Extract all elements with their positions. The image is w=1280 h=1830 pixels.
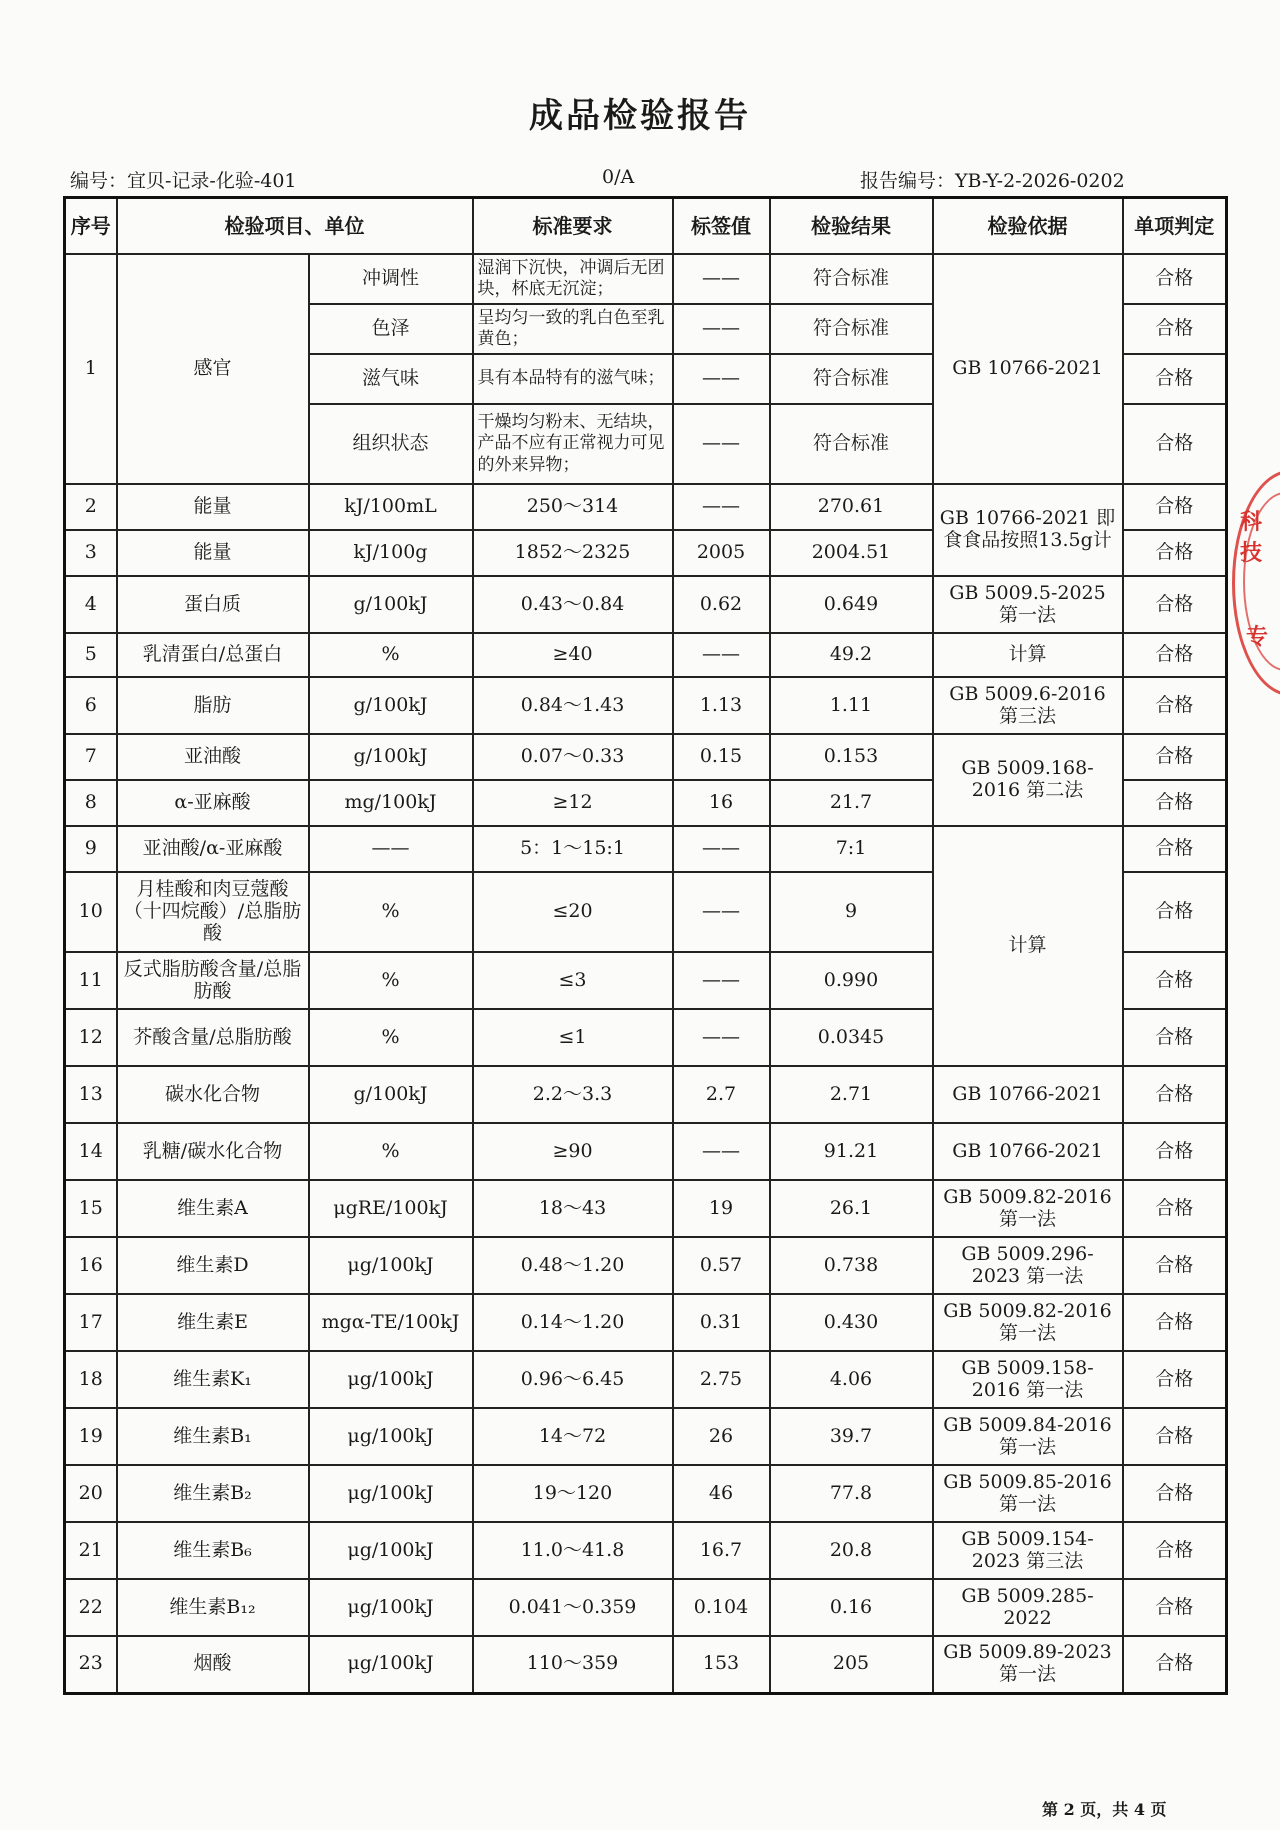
row-verdict: 合格 <box>1123 404 1227 484</box>
table-row <box>65 254 1227 304</box>
row-verdict: 合格 <box>1123 1636 1227 1693</box>
row-no: 23 <box>65 1636 117 1693</box>
row-no: 10 <box>65 872 117 952</box>
row-item: 亚油酸 <box>117 734 309 780</box>
row-verdict: 合格 <box>1123 1009 1227 1066</box>
row-label: —— <box>673 354 770 404</box>
row-result: 0.16 <box>770 1579 933 1636</box>
row-unit: % <box>309 952 473 1009</box>
row-item: α-亚麻酸 <box>117 780 309 826</box>
row-no: 17 <box>65 1294 117 1351</box>
row-item: 能量 <box>117 484 309 530</box>
table-row <box>65 1408 1227 1465</box>
table-row <box>65 826 1227 872</box>
row-label: 26 <box>673 1408 770 1465</box>
row-unit: kJ/100g <box>309 530 473 576</box>
row-requirement: 0.14～1.20 <box>473 1294 673 1351</box>
row-requirement: 5：1～15:1 <box>473 826 673 872</box>
row-basis: GB 5009.158-2016 第一法 <box>933 1351 1123 1408</box>
col-item: 检验项目、单位 <box>117 198 473 255</box>
row-no: 6 <box>65 677 117 734</box>
row-requirement: 0.48～1.20 <box>473 1237 673 1294</box>
row-item: 亚油酸/α-亚麻酸 <box>117 826 309 872</box>
row-sub-item: 组织状态 <box>309 404 473 484</box>
row-requirement: 呈均匀一致的乳白色至乳黄色； <box>473 304 673 354</box>
row-item: 反式脂肪酸含量/总脂肪酸 <box>117 952 309 1009</box>
row-item: 维生素K₁ <box>117 1351 309 1408</box>
row-verdict: 合格 <box>1123 1237 1227 1294</box>
row-requirement: 19～120 <box>473 1465 673 1522</box>
row-result: 2004.51 <box>770 530 933 576</box>
row-no: 20 <box>65 1465 117 1522</box>
revision: 0/A <box>602 166 635 188</box>
inspection-table <box>63 196 1228 1695</box>
row-result: 符合标准 <box>770 304 933 354</box>
row-no: 7 <box>65 734 117 780</box>
row-verdict: 合格 <box>1123 734 1227 780</box>
row-item: 乳糖/碳水化合物 <box>117 1123 309 1180</box>
row-no: 5 <box>65 633 117 677</box>
row-basis: GB 5009.82-2016 第一法 <box>933 1180 1123 1237</box>
row-result: 39.7 <box>770 1408 933 1465</box>
row-requirement: ≤20 <box>473 872 673 952</box>
stamp-text-top: 科技 <box>1240 510 1263 566</box>
row-label: 0.62 <box>673 576 770 633</box>
row-verdict: 合格 <box>1123 952 1227 1009</box>
row-verdict: 合格 <box>1123 1522 1227 1579</box>
row-unit: g/100kJ <box>309 1066 473 1123</box>
row-verdict: 合格 <box>1123 1066 1227 1123</box>
row-no: 3 <box>65 530 117 576</box>
row-item: 维生素B₁ <box>117 1408 309 1465</box>
table-row <box>65 1579 1227 1636</box>
row-verdict: 合格 <box>1123 780 1227 826</box>
row-label: 2005 <box>673 530 770 576</box>
col-requirement: 标准要求 <box>473 198 673 255</box>
row-result: 4.06 <box>770 1351 933 1408</box>
row-label: —— <box>673 254 770 304</box>
row-result: 符合标准 <box>770 354 933 404</box>
row-no: 8 <box>65 780 117 826</box>
row-label: 16.7 <box>673 1522 770 1579</box>
row-requirement: 2.2～3.3 <box>473 1066 673 1123</box>
table-row <box>65 1465 1227 1522</box>
row-unit: mg/100kJ <box>309 780 473 826</box>
table-row <box>65 734 1227 780</box>
page-title: 成品检验报告 <box>529 96 751 136</box>
table-header <box>65 198 1227 255</box>
row-verdict: 合格 <box>1123 1180 1227 1237</box>
row-basis: GB 5009.285-2022 <box>933 1579 1123 1636</box>
row-unit: μg/100kJ <box>309 1522 473 1579</box>
row-label: 2.75 <box>673 1351 770 1408</box>
row-requirement: 湿润下沉快，冲调后无团块，杯底无沉淀； <box>473 254 673 304</box>
row-verdict: 合格 <box>1123 254 1227 304</box>
row-no: 21 <box>65 1522 117 1579</box>
row-verdict: 合格 <box>1123 304 1227 354</box>
report-number: 报告编号：YB-Y-2-2026-0202 <box>860 170 1125 192</box>
row-label: 153 <box>673 1636 770 1693</box>
row-requirement: 0.07～0.33 <box>473 734 673 780</box>
table-row <box>65 1180 1227 1237</box>
row-label: —— <box>673 404 770 484</box>
row-basis: GB 5009.168-2016 第二法 <box>933 734 1123 826</box>
row-basis: GB 5009.82-2016 第一法 <box>933 1294 1123 1351</box>
row-verdict: 合格 <box>1123 1294 1227 1351</box>
row-verdict: 合格 <box>1123 677 1227 734</box>
row-requirement: 110～359 <box>473 1636 673 1693</box>
row-requirement: ≥40 <box>473 633 673 677</box>
row-basis: GB 5009.84-2016 第一法 <box>933 1408 1123 1465</box>
row-basis: 计算 <box>933 633 1123 677</box>
row-basis: GB 5009.296-2023 第一法 <box>933 1237 1123 1294</box>
row-sub-item: 色泽 <box>309 304 473 354</box>
table-row <box>65 1636 1227 1693</box>
row-no: 19 <box>65 1408 117 1465</box>
row-label: —— <box>673 952 770 1009</box>
row-unit: % <box>309 1123 473 1180</box>
row-result: 0.738 <box>770 1237 933 1294</box>
row-requirement: ≥90 <box>473 1123 673 1180</box>
row-result: 1.11 <box>770 677 933 734</box>
row-item: 芥酸含量/总脂肪酸 <box>117 1009 309 1066</box>
row-result: 0.153 <box>770 734 933 780</box>
row-label: 0.31 <box>673 1294 770 1351</box>
row-item: 乳清蛋白/总蛋白 <box>117 633 309 677</box>
col-verdict: 单项判定 <box>1123 198 1227 255</box>
row-requirement: 1852～2325 <box>473 530 673 576</box>
row-requirement: 0.84～1.43 <box>473 677 673 734</box>
row-unit: μg/100kJ <box>309 1408 473 1465</box>
row-unit: mgα-TE/100kJ <box>309 1294 473 1351</box>
row-verdict: 合格 <box>1123 354 1227 404</box>
col-result: 检验结果 <box>770 198 933 255</box>
row-sub-item: 冲调性 <box>309 254 473 304</box>
row-result: 符合标准 <box>770 404 933 484</box>
row-no: 4 <box>65 576 117 633</box>
row-basis: GB 5009.154-2023 第三法 <box>933 1522 1123 1579</box>
row-no: 13 <box>65 1066 117 1123</box>
row-item: 感官 <box>117 254 309 484</box>
row-result: 0.990 <box>770 952 933 1009</box>
row-item: 维生素A <box>117 1180 309 1237</box>
row-result: 7:1 <box>770 826 933 872</box>
row-verdict: 合格 <box>1123 484 1227 530</box>
row-item: 烟酸 <box>117 1636 309 1693</box>
row-verdict: 合格 <box>1123 576 1227 633</box>
row-unit: g/100kJ <box>309 576 473 633</box>
row-requirement: ≤1 <box>473 1009 673 1066</box>
row-unit: μg/100kJ <box>309 1465 473 1522</box>
row-requirement: ≤3 <box>473 952 673 1009</box>
row-verdict: 合格 <box>1123 1465 1227 1522</box>
row-requirement: 250～314 <box>473 484 673 530</box>
table-row <box>65 1294 1227 1351</box>
row-no: 1 <box>65 254 117 484</box>
row-label: —— <box>673 1123 770 1180</box>
row-basis: GB 10766-2021 <box>933 1123 1123 1180</box>
row-basis: GB 10766-2021 即食食品按照13.5g计 <box>933 484 1123 576</box>
row-label: —— <box>673 633 770 677</box>
table-row <box>65 484 1227 530</box>
row-result: 21.7 <box>770 780 933 826</box>
table-row <box>65 1237 1227 1294</box>
row-unit: g/100kJ <box>309 677 473 734</box>
row-no: 9 <box>65 826 117 872</box>
row-label: 2.7 <box>673 1066 770 1123</box>
row-unit: μg/100kJ <box>309 1636 473 1693</box>
row-basis: GB 5009.89-2023 第一法 <box>933 1636 1123 1693</box>
row-result: 26.1 <box>770 1180 933 1237</box>
col-no: 序号 <box>65 198 117 255</box>
row-verdict: 合格 <box>1123 1351 1227 1408</box>
row-verdict: 合格 <box>1123 1123 1227 1180</box>
row-item: 维生素E <box>117 1294 309 1351</box>
row-result: 0.649 <box>770 576 933 633</box>
row-label: 0.104 <box>673 1579 770 1636</box>
row-label: 19 <box>673 1180 770 1237</box>
row-label: 46 <box>673 1465 770 1522</box>
stamp-text-bottom: 专 <box>1246 625 1269 650</box>
table-row <box>65 1522 1227 1579</box>
row-verdict: 合格 <box>1123 530 1227 576</box>
row-item: 维生素D <box>117 1237 309 1294</box>
row-unit: —— <box>309 826 473 872</box>
table-row <box>65 1123 1227 1180</box>
row-basis: GB 10766-2021 <box>933 1066 1123 1123</box>
row-result: 0.0345 <box>770 1009 933 1066</box>
table-row <box>65 677 1227 734</box>
table-row <box>65 1066 1227 1123</box>
row-verdict: 合格 <box>1123 633 1227 677</box>
row-item: 维生素B₆ <box>117 1522 309 1579</box>
row-no: 12 <box>65 1009 117 1066</box>
row-label: —— <box>673 872 770 952</box>
row-result: 77.8 <box>770 1465 933 1522</box>
row-result: 91.21 <box>770 1123 933 1180</box>
row-no: 15 <box>65 1180 117 1237</box>
row-result: 0.430 <box>770 1294 933 1351</box>
row-unit: % <box>309 633 473 677</box>
row-result: 205 <box>770 1636 933 1693</box>
row-label: —— <box>673 304 770 354</box>
table-row <box>65 633 1227 677</box>
row-item: 蛋白质 <box>117 576 309 633</box>
row-item: 能量 <box>117 530 309 576</box>
page-footer: 第 2 页，共 4 页 <box>1042 1800 1167 1819</box>
row-requirement: 干燥均匀粉末、无结块，产品不应有正常视力可见的外来异物； <box>473 404 673 484</box>
row-requirement: 0.041～0.359 <box>473 1579 673 1636</box>
col-basis: 检验依据 <box>933 198 1123 255</box>
table-row <box>65 1351 1227 1408</box>
row-basis: GB 5009.5-2025 第一法 <box>933 576 1123 633</box>
row-unit: μgRE/100kJ <box>309 1180 473 1237</box>
row-requirement: 14～72 <box>473 1408 673 1465</box>
row-requirement: 11.0～41.8 <box>473 1522 673 1579</box>
row-unit: g/100kJ <box>309 734 473 780</box>
row-result: 20.8 <box>770 1522 933 1579</box>
row-requirement: 具有本品特有的滋气味； <box>473 354 673 404</box>
row-label: 0.57 <box>673 1237 770 1294</box>
record-number: 编号：宜贝-记录-化验-401 <box>70 170 297 192</box>
row-no: 2 <box>65 484 117 530</box>
row-item: 维生素B₁₂ <box>117 1579 309 1636</box>
row-verdict: 合格 <box>1123 872 1227 952</box>
row-basis: GB 5009.85-2016 第一法 <box>933 1465 1123 1522</box>
row-unit: μg/100kJ <box>309 1351 473 1408</box>
row-label: —— <box>673 826 770 872</box>
row-label: 1.13 <box>673 677 770 734</box>
row-unit: μg/100kJ <box>309 1579 473 1636</box>
row-basis: GB 5009.6-2016 第三法 <box>933 677 1123 734</box>
row-basis: GB 10766-2021 <box>933 254 1123 484</box>
row-requirement: ≥12 <box>473 780 673 826</box>
row-result: 270.61 <box>770 484 933 530</box>
row-unit: % <box>309 872 473 952</box>
row-no: 16 <box>65 1237 117 1294</box>
row-result: 9 <box>770 872 933 952</box>
table-row <box>65 576 1227 633</box>
row-verdict: 合格 <box>1123 1579 1227 1636</box>
row-item: 维生素B₂ <box>117 1465 309 1522</box>
row-requirement: 0.96～6.45 <box>473 1351 673 1408</box>
row-label: 0.15 <box>673 734 770 780</box>
row-no: 18 <box>65 1351 117 1408</box>
row-label: —— <box>673 484 770 530</box>
row-unit: % <box>309 1009 473 1066</box>
row-basis: 计算 <box>933 826 1123 1066</box>
row-item: 碳水化合物 <box>117 1066 309 1123</box>
row-no: 22 <box>65 1579 117 1636</box>
row-label: —— <box>673 1009 770 1066</box>
row-verdict: 合格 <box>1123 826 1227 872</box>
row-label: 16 <box>673 780 770 826</box>
row-requirement: 0.43～0.84 <box>473 576 673 633</box>
row-unit: μg/100kJ <box>309 1237 473 1294</box>
row-no: 14 <box>65 1123 117 1180</box>
row-item: 月桂酸和肉豆蔻酸（十四烷酸）/总脂肪酸 <box>117 872 309 952</box>
row-result: 符合标准 <box>770 254 933 304</box>
row-sub-item: 滋气味 <box>309 354 473 404</box>
row-result: 49.2 <box>770 633 933 677</box>
row-result: 2.71 <box>770 1066 933 1123</box>
row-requirement: 18～43 <box>473 1180 673 1237</box>
row-verdict: 合格 <box>1123 1408 1227 1465</box>
row-item: 脂肪 <box>117 677 309 734</box>
row-unit: kJ/100mL <box>309 484 473 530</box>
col-label: 标签值 <box>673 198 770 255</box>
row-no: 11 <box>65 952 117 1009</box>
